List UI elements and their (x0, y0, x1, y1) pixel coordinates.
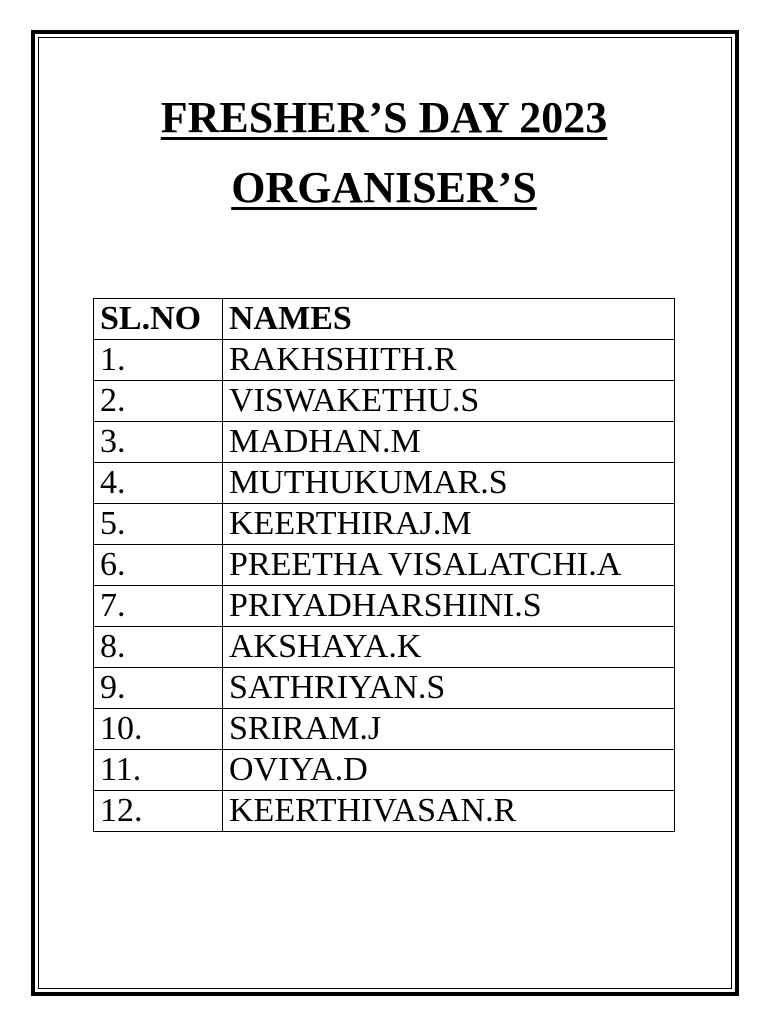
table-row (94, 750, 675, 791)
table-row (94, 422, 675, 463)
table-row (94, 504, 675, 545)
table-header-row (94, 299, 675, 340)
cell-slno: 4. (94, 463, 223, 504)
cell-slno: 3. (94, 422, 223, 463)
cell-name: OVIYA.D (223, 750, 675, 791)
cell-name: RAKHSHITH.R (223, 340, 675, 381)
cell-slno: 5. (94, 504, 223, 545)
cell-name: MADHAN.M (223, 422, 675, 463)
table-row (94, 340, 675, 381)
cell-name: AKSHAYA.K (223, 627, 675, 668)
cell-slno: 9. (94, 668, 223, 709)
table-row (94, 668, 675, 709)
table-row (94, 627, 675, 668)
cell-name: MUTHUKUMAR.S (223, 463, 675, 504)
table-row (94, 791, 675, 832)
cell-slno: 7. (94, 586, 223, 627)
cell-slno: 10. (94, 709, 223, 750)
table-row (94, 381, 675, 422)
page-subtitle (0, 162, 768, 214)
organisers-table (93, 298, 675, 832)
cell-name: KEERTHIRAJ.M (223, 504, 675, 545)
cell-name: KEERTHIVASAN.R (223, 791, 675, 832)
cell-name: SRIRAM.J (223, 709, 675, 750)
cell-slno: 8. (94, 627, 223, 668)
cell-slno: 6. (94, 545, 223, 586)
column-header-slno: SL.NO (94, 299, 223, 340)
cell-slno: 11. (94, 750, 223, 791)
page-title (0, 92, 768, 144)
cell-slno: 2. (94, 381, 223, 422)
table-row (94, 463, 675, 504)
cell-slno: 1. (94, 340, 223, 381)
cell-name: PREETHA VISALATCHI.A (223, 545, 675, 586)
table-row (94, 709, 675, 750)
table-row (94, 586, 675, 627)
cell-slno: 12. (94, 791, 223, 832)
table-row (94, 545, 675, 586)
cell-name: VISWAKETHU.S (223, 381, 675, 422)
page-subtitle-text: ORGANISER’S (231, 163, 537, 212)
page-title-text: FRESHER’S DAY 2023 (160, 93, 608, 142)
cell-name: SATHRIYAN.S (223, 668, 675, 709)
column-header-names: NAMES (223, 299, 675, 340)
cell-name: PRIYADHARSHINI.S (223, 586, 675, 627)
